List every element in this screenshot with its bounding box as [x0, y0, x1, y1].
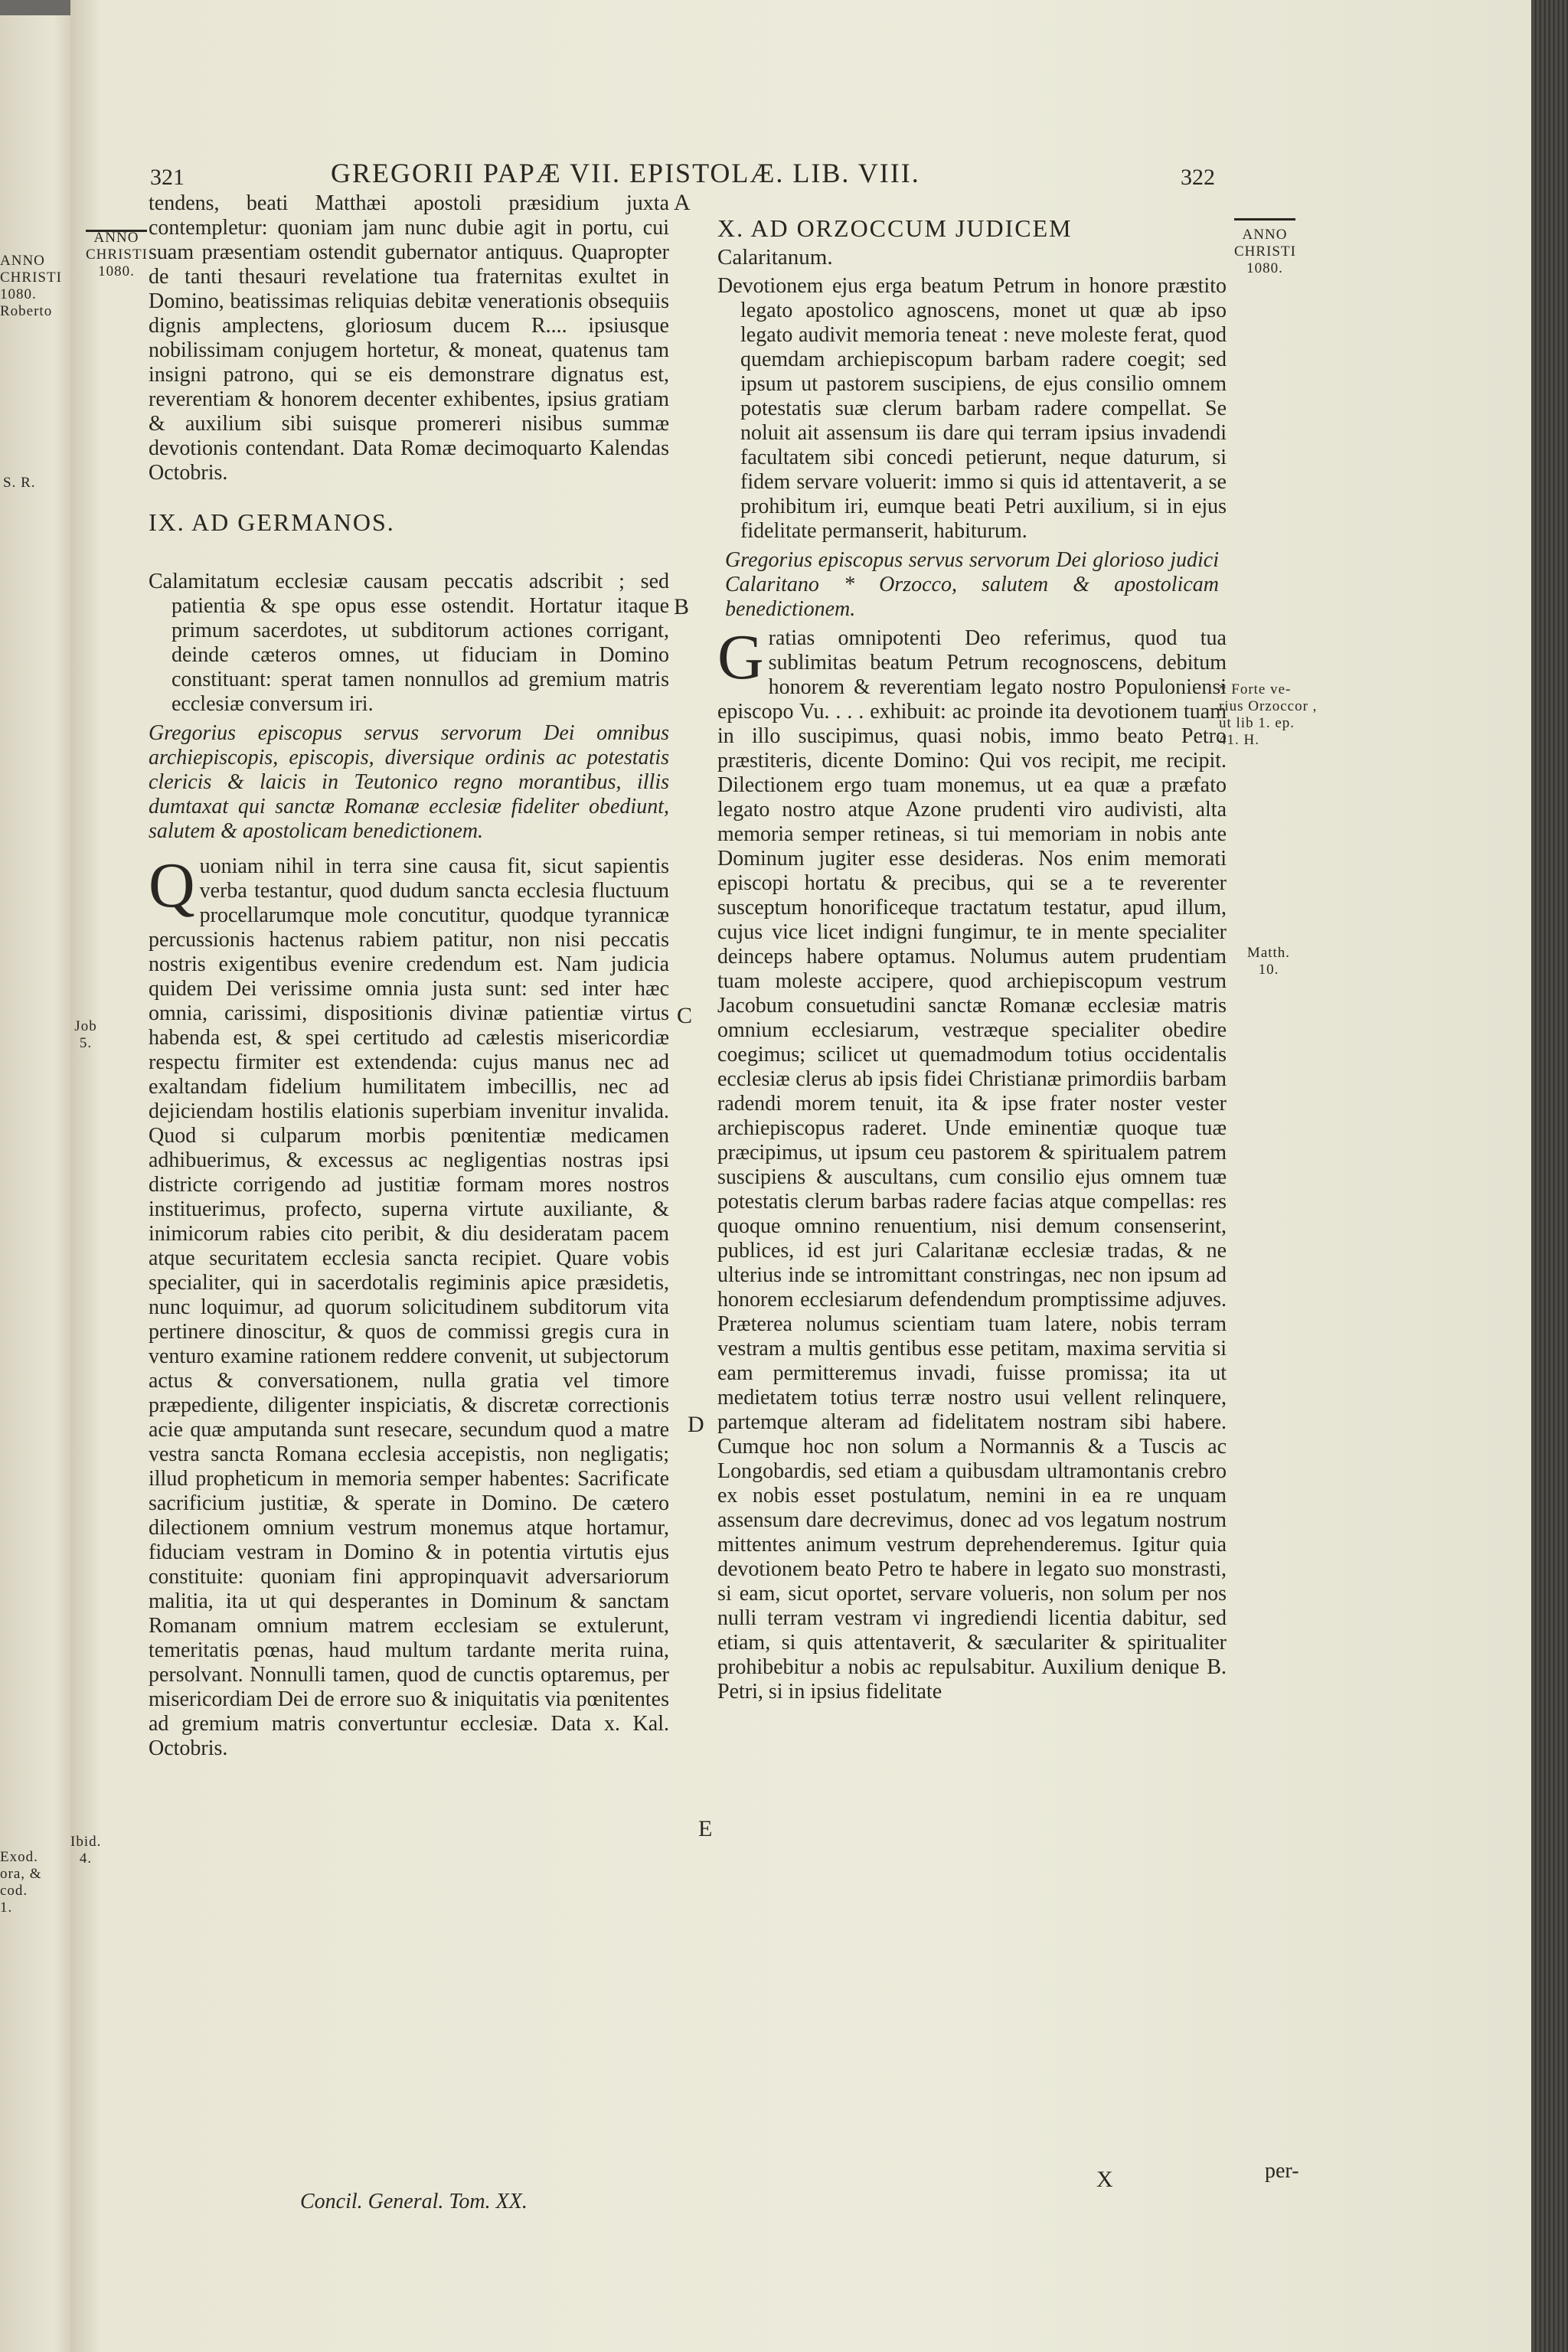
margin-ref-ibid: Ibid. 4. [70, 1834, 102, 1867]
margin-note-forte: * Forte ve- rius Orzoccor , ut lib 1. ep. 41. H. [1219, 681, 1318, 748]
letter-body [717, 622, 1227, 1704]
margin-rule [1234, 218, 1295, 220]
right-page-number: 322 [1181, 165, 1215, 190]
drop-cap: G [717, 622, 764, 693]
letter-body-text: ratias omnipotenti Deo referimus, quod tua sublimitas beatum Petrum recognoscens, debitum honorem & reverentiam legato nostro Populoniensi episcopo Vu. . . . exhibuit: ac proinde ita devotionem tuam in illo suscipimus, quasi nobis, immo beato Petro præstiteris, dicente Domino: Qui vos recipit, me recipit. Dilectionem ergo tuam monemus, ut ea quæ a præfato legato nostro atque Azone prudenti viro audivisti, alta memoria semper retineas, si tui memoriam in nobis ante Dominum jugiter esse desideras. Nos enim memorati episcopi hortatu & precibus, qui se a te reverenter susceptum honorificeque tractatum testatur, apud illum, cujus vice licet indigni fungimur, te in mente specialiter deinceps habere optamus. Nolumus autem prudentiam tuam moleste accipere, quod archiepiscopum vestrum Jacobum consuetudini sanctæ Romanæ ecclesiæ matris omnium ecclesiarum, vestræque specialiter obedire coegimus; scilicet ut quemadmodum totius occidentalis ecclesiæ clerus ab ipsis fidei Christianæ primordiis barbam radendi morem tenuit, ita & ipse frater noster vester archiepiscopus raderet. Unde eminentiæ quoque tuæ præcipimus, ut ipsum ceu pastorem & spiritualem patrem suscipiens & auscultans, cum consilio ejus omnem tuæ potestatis clerum barbas radere facias atque compellas: res quoque omnino renuentium, nisi demum consenserint, publices, id est juri Calaritanæ ecclesiæ tradas, & ne ulterius inde se intromittant constringas, nec non ipsum ad honorem ecclesiarum defendendum promptissime adjuves. Præterea nolumus scientiam tuam latere, nobis terram vestram a multis gentibus esse petitam, maxima servitia si eam permitteremus invadi, fuisse promissa; ita ut medietatem totius terræ nostro usui vellent relinquere, partemque alteram ad fidelitatem nostram sibi habere. Cumque hoc non solum a Normannis & a Tuscis ac Longobardis, sed etiam a quibusdam ultramontanis crebro ex nobis esset postulatum, nemini in ea re unquam assensum dare decrevimus, donec ad vos legatum nostrum mittentes animum vestrum deprehenderemus. Igitur quia devotionem beato Petro te habere in legato suo monstrasti, si eam, sicut oportet, servare volueris, non solum per nos nulli terram vestram vi ingrediendi licentia dabitur, sed etiam, si quis attentaverit, & sæculariter & spiritualiter prohibebitur a nobis ac repulsabitur. Auxilium denique B. Petri, si in ipsius fidelitate [717, 626, 1227, 1704]
footer-signature: X [1096, 2167, 1113, 2192]
letter-salutation: Gregorius episcopus servus servorum Dei omnibus archiepiscopis, episcopis, diversique ordinis ac potestatis clericis & laicis in Teutonico regno morantibus, illis dumtaxat qui sanctæ Romanæ ecclesiæ fideliter obediunt, salutem & apostolicam benedictionem. [149, 721, 669, 843]
section-letter: D [688, 1412, 704, 1437]
left-page-number: 321 [150, 165, 185, 190]
section-letter: E [698, 1816, 713, 1841]
margin-anno-left: ANNO CHRISTI 1080. [86, 230, 148, 279]
letter-heading: X. AD ORZOCCUM JUDICEM [717, 214, 1073, 242]
book-edge [1531, 0, 1568, 2352]
section-letter: C [677, 1003, 693, 1028]
footer-catchword: per- [1265, 2159, 1299, 2183]
previous-page-edge [0, 15, 77, 2352]
letter-subheading: Calaritanum. [717, 245, 833, 270]
section-letter: B [674, 594, 690, 619]
prev-page-margin-note: ANNO CHRISTI 1080. Roberto [0, 253, 62, 319]
prev-page-margin-note: Exod. ora, & cod. 1. [0, 1849, 42, 1916]
letter-summary: Calamitatum ecclesiæ causam peccatis adscribit ; sed patientia & spe opus esse ostendit. Hortatur itaque primum sacerdotes, ut subditorum actiones corrigant, deinde cæteros omnes, ut fiduciam in Domino constituant: sperat tamen nonnullos ad gremium matris ecclesiæ conversum iri. [149, 570, 669, 716]
letter-summary: Devotionem ejus erga beatum Petrum in honore præstito legato apostolico agnoscens, monet ut quæ ab ipso legato audivit memoria teneat : neve moleste ferat, quod quemdam archiepiscopum barbam radere coegit; sed ipsum ut pastorem suscipiens, de ejus consilio omnem potestatis suæ clerum barbam radere compellat. Se noluit ait assensum iis dare qui terram ipsius invadendi facultatem sibi concedi petierunt, neque daturum, si fidem servare voluerit: immo si quis id attentaverit, a se prohibitum iri, eumque beati Petri auxilium, si in ejus fidelitate permanserit, habiturum. [717, 274, 1227, 543]
footer-volume: Concil. General. Tom. XX. [300, 2190, 528, 2213]
letter-heading: IX. AD GERMANOS. [149, 508, 395, 536]
drop-cap: Q [149, 850, 195, 921]
book-page [70, 0, 1533, 2352]
left-column [149, 191, 669, 1766]
section-letter: A [674, 190, 691, 215]
margin-ref-matth: Matth. 10. [1246, 945, 1291, 978]
letter-continuation: tendens, beati Matthæi apostoli præsidium juxta contempletur: quoniam jam nunc dubie agit in portu, cui suam præsentiam ostendit gubernator antiquus. Quapropter de tanti thesauri revelatione tua fraternitas exultet in Domino, beatissimas reliquias debitæ venerationis obsequiis dignis amplectens, gloriosum ducem R.... ipsiusque nobilissimam conjugem hortetur, & moneat, quatenus tam insigni patrono, qui se eis demonstrare dignatus est, reverentiam & honorem decenter exhibentes, ipsius gratiam & auxilium sibi suisque promereri nisibus summæ devotionis contendant. Data Romæ decimoquarto Kalendas Octobris. [149, 191, 669, 485]
letter-salutation: Gregorius episcopus servus servorum Dei glorioso judici Calaritano * Orzocco, salutem & apostolicam benedictionem. [725, 548, 1219, 621]
right-column [717, 216, 1227, 1709]
letter-body [149, 850, 669, 1761]
letter-body-text: uoniam nihil in terra sine causa fit, sicut sapientis verba testantur, quod dudum sancta ecclesia fluctuum procellarumque mole concutitur, quodque tyrannicæ percussionis hactenus rabiem patitur, non nisi peccatis nostris exigentibus evenire credendum est. Nam judicia quidem Dei verissime omnia justa sunt: sed inter hæc omnia, carissimi, dispositionis divinæ patientiæ virtus habenda est, & spei certitudo ad cælestis misericordiæ respectu firmiter est extendenda: cujus manus nec ad exaltandam fidelium humilitatem imbecillis, nec ad dejiciendam hostilis elationis superbiam invenitur invalida. Quod si culparum morbis pœnitentiæ medicamen adhibuerimus, & excessus ac negligentias nostras ipsi districte corrigendo ad justitiæ formam mores nostros instituerimus, profecto, superna virtute auxiliante, & inimicorum rabies cito peribit, & diu desideratam pacem atque securitatem ecclesia sancta recipiet. Quare vobis specialiter, qui in sacerdotalis regiminis apice præsidetis, nunc loquimur, ad quorum solicitudinem subditorum vita pertinere dinoscitur, & quos de commissi gregis cura in venturo examine rationem reddere convenit, ut subjectorum actus & conversationem, nulla gratia vel timore præpediente, diligenter inspiciatis, & discretæ correctionis acie quæ amputanda sunt resecare, secundum quod a matre vestra sancta Romana ecclesia accepistis, non negligatis; illud propheticum in memoria semper habentes: Sacrificate sacrificium justitiæ, & sperate in Domino. De cætero dilectionem omnium vestrum monemus atque hortamur, fiduciam vestram in Domino & in potentia virtutis ejus constituite: quoniam fini appropinquavit adversariorum malitia, ita ut qui desperantes in Dominum & sanctam Romanam omnium matrem ecclesiam se extulerunt, temeritatis pœnas, haud multum tardante merita ruina, persolvant. Nonnulli tamen, quod de cunctis optaremus, per misericordiam Dei de errore suo & iniquitatis via pœnitentes ad gremium matris convertuntur ecclesiæ. Data x. Kal. Octobris. [149, 854, 669, 1760]
running-title: GREGORII PAPÆ VII. EPISTOLÆ. LIB. VIII. [331, 158, 920, 188]
margin-ref-job: Job 5. [74, 1018, 97, 1051]
margin-anno-right: ANNO CHRISTI 1080. [1234, 227, 1296, 276]
prev-page-margin-note: S. R. [3, 475, 36, 491]
